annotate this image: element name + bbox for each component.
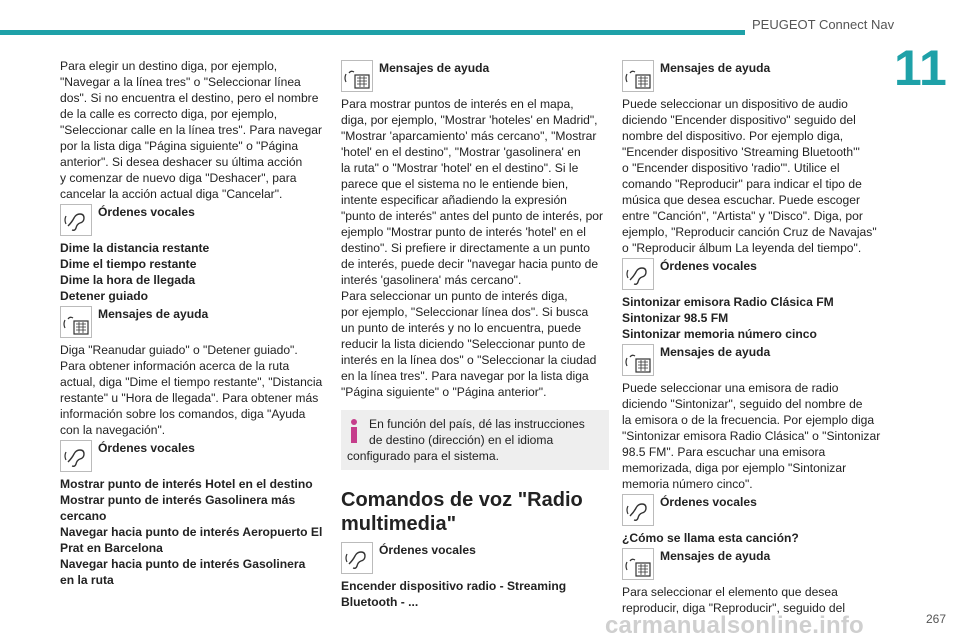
help-messages-heading: [622, 344, 890, 378]
voice-command-icon: [60, 440, 92, 472]
help-messages-label: Mensajes de ayuda: [660, 345, 771, 359]
help-message-icon: [622, 344, 654, 376]
info-text-line: En función del país, dé las instrucciones: [369, 417, 585, 431]
help-messages-heading: [341, 60, 609, 94]
voice-command-icon: [341, 542, 373, 574]
help-messages-heading: [622, 60, 890, 94]
help-messages-label: Mensajes de ayuda: [379, 61, 490, 75]
help-message-icon: [622, 60, 654, 92]
help-messages-label: Mensajes de ayuda: [660, 61, 771, 75]
voice-commands-label: Órdenes vocales: [660, 259, 757, 273]
header-title: PEUGEOT Connect Nav: [752, 17, 895, 32]
section-title: Comandos de voz "Radio multimedia": [341, 489, 583, 535]
voice-commands-heading: [60, 204, 328, 238]
help-paragraph: Para mostrar puntos de interés en el mapa, diga, por ejemplo, "Mostrar 'hoteles' en Madrid", "Mostrar 'aparcamiento' más cercano", "Mostrar 'hotel' en el destino", "Mostrar 'gasolinera' en la ruta" o "Mostrar 'hotel' en el destino". Si le parece que el sistema no le entiende bien, intente especificar añadiendo la expresión "punto de interés" antes del punto de interés, por ejemplo "Mostrar punto de interés 'hotel' en el destino". Si prefiere ir directamente a un punto de interés, puede decir "navegar hacia punto de interés 'gasolinera' más cercano". Para seleccionar un punto de interés diga, por ejemplo, "Seleccionar línea dos". Si busca un punto de interés y no lo encuentra, puede reducir la lista diciendo "Seleccionar punto de interés en la línea dos" o "Seleccionar la ciudad en la línea tres". Para navegar por la lista diga "Página siguiente" o "Página anterior".: [341, 97, 604, 399]
column-2: [341, 58, 609, 610]
info-text-line: de destino (dirección) en el idioma: [369, 433, 554, 447]
voice-command-icon: [622, 258, 654, 290]
voice-commands-label: Órdenes vocales: [660, 495, 757, 509]
help-messages-heading: [60, 306, 328, 340]
help-paragraph: Para seleccionar el elemento que desea reproducir, diga "Reproducir", seguido del: [622, 585, 846, 615]
info-note: [341, 410, 609, 470]
info-text-tail: configurado para el sistema.: [347, 449, 499, 463]
voice-commands-heading: [341, 542, 609, 576]
info-icon: [347, 418, 361, 444]
command-list: Sintonizar emisora Radio Clásica FM Sintonizar 98.5 FM Sintonizar memoria número cinco: [622, 295, 834, 341]
voice-command-icon: [622, 494, 654, 526]
help-paragraph: Puede seleccionar una emisora de radio diciendo "Sintonizar", seguido del nombre de la emisora o de la frecuencia. Por ejemplo diga "Sintonizar emisora Radio Clásica" o "Sintonizar 98.5 FM". Para escuchar una emisora memorizada, diga por ejemplo "Sintonizar memoria número cinco".: [622, 381, 881, 491]
help-paragraph: Puede seleccionar un dispositivo de audio diciendo "Encender dispositivo" seguido del nombre del dispositivo. Por ejemplo diga, "Encender dispositivo 'Streaming Bluetooth'" o "Encender dispositivo 'radio'". Utilice el comando "Reproducir" para indicar el tipo de música que desea escuchar. Puede escoger entre "Canción", "Artista" y "Disco". Diga, por ejemplo, "Reproducir canción Cruz de Navajas" o "Reproducir álbum La leyenda del tiempo".: [622, 97, 877, 255]
header-accent-bar: [0, 30, 745, 35]
voice-commands-heading: [622, 258, 890, 292]
watermark: carmanualsonline.info: [605, 612, 864, 639]
voice-commands-label: Órdenes vocales: [98, 441, 195, 455]
help-message-icon: [341, 60, 373, 92]
help-paragraph: Diga "Reanudar guiado" o "Detener guiado". Para obtener información acerca de la ruta actual, diga "Dime el tiempo restante", "Distancia restante" u "Hora de llegada". Para obtener más información sobre los comandos, diga "Ayuda con la navegación".: [60, 343, 323, 437]
page-number: 267: [925, 612, 946, 626]
help-messages-label: Mensajes de ayuda: [98, 307, 209, 321]
intro-paragraph: Para elegir un destino diga, por ejemplo, "Navegar a la línea tres" o "Seleccionar línea dos". Si no encuentra el destino, pero el nombre de la calle es correcto diga, por ejemplo, "Seleccionar calle en la línea tres". Para navegar por la lista diga "Página siguiente" o "Página anterior". Si desea deshacer su última acción y comenzar de nuevo diga "Deshacer", para cancelar la acción actual diga "Cancelar".: [60, 59, 323, 201]
column-3: [622, 58, 890, 616]
help-messages-label: Mensajes de ayuda: [660, 549, 771, 563]
command-list: Encender dispositivo radio - Streaming Bluetooth - ...: [341, 579, 567, 609]
command-list: ¿Cómo se llama esta canción?: [622, 531, 799, 545]
command-list: Dime la distancia restante Dime el tiempo restante Dime la hora de llegada Detener guiado: [60, 241, 210, 303]
help-message-icon: [622, 548, 654, 580]
voice-commands-heading: [622, 494, 890, 528]
column-1: [60, 58, 328, 588]
voice-commands-label: Órdenes vocales: [98, 205, 195, 219]
voice-commands-heading: [60, 440, 328, 474]
help-message-icon: [60, 306, 92, 338]
voice-command-icon: [60, 204, 92, 236]
chapter-number: 11: [894, 40, 947, 96]
voice-commands-label: Órdenes vocales: [379, 543, 476, 557]
command-list: Mostrar punto de interés Hotel en el destino Mostrar punto de interés Gasolinera más cercano Navegar hacia punto de interés Aeropuerto El Prat en Barcelona Navegar hacia punto de interés Gasolinera en la ruta: [60, 477, 323, 587]
help-messages-heading: [622, 548, 890, 582]
